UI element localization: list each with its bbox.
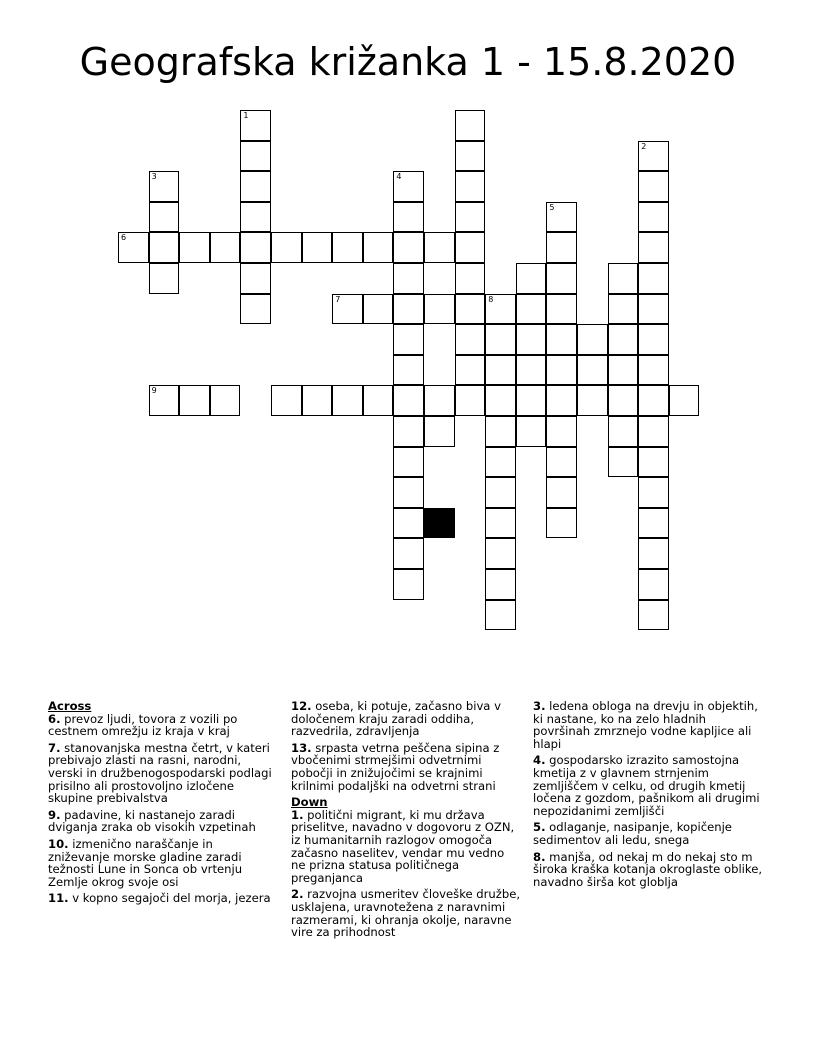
clue-text: ledena obloga na drevju in objektih, ki nastane, ko na zelo hladnih površinah zmrznejo vodne kapljice ali hlapi: [533, 699, 758, 751]
grid-cell[interactable]: [638, 600, 669, 631]
grid-cell[interactable]: [608, 263, 639, 294]
grid-cell[interactable]: [332, 232, 363, 263]
grid-cell[interactable]: [669, 385, 700, 416]
clue-number-label: 9: [151, 386, 157, 396]
clue-number-label: 2: [641, 141, 647, 151]
grid-cell[interactable]: [546, 477, 577, 508]
clue-number: 7.: [48, 740, 61, 755]
grid-cell[interactable]: [638, 202, 669, 233]
grid-cell[interactable]: [455, 171, 486, 202]
grid-cell[interactable]: [393, 477, 424, 508]
grid-cell[interactable]: [240, 263, 271, 294]
grid-cell[interactable]: [424, 232, 455, 263]
grid-cell[interactable]: [608, 385, 639, 416]
clue-down-3: [533, 700, 763, 750]
grid-cell[interactable]: [393, 508, 424, 539]
grid-cell[interactable]: [302, 232, 333, 263]
grid-cell[interactable]: [638, 385, 669, 416]
grid-cell[interactable]: [240, 110, 271, 141]
grid-cell[interactable]: [577, 385, 608, 416]
clue-down-8: [533, 851, 763, 889]
grid-cell[interactable]: [546, 324, 577, 355]
grid-cell[interactable]: [393, 232, 424, 263]
clue-text: odlaganje, nasipanje, kopičenje sedimentov ali ledu, snega: [533, 820, 732, 847]
clue-across-12: [291, 700, 521, 738]
grid-cell[interactable]: [638, 171, 669, 202]
clue-text: razvojna usmeritev človeške družbe, usklajena, uravnotežena z naravnimi razmerami, ki ohranja okolje, naravne vire za prihodnost: [291, 887, 521, 940]
grid-cell[interactable]: [608, 447, 639, 478]
clues-column-1: [48, 700, 278, 909]
grid-cell[interactable]: [179, 385, 210, 416]
grid-cell[interactable]: [455, 294, 486, 325]
clue-number: 13.: [291, 740, 312, 755]
grid-cell[interactable]: [240, 171, 271, 202]
grid-cell[interactable]: [393, 324, 424, 355]
grid-cell[interactable]: [118, 232, 149, 263]
grid-cell[interactable]: [638, 447, 669, 478]
grid-cell[interactable]: [485, 538, 516, 569]
clue-text: izmenično naraščanje in zniževanje morske gladine zaradi težnosti Lune in Sonca ob vrtenju Zemlje okrog svoje osi: [48, 836, 243, 889]
clue-text: padavine, ki nastanejo zaradi dviganja zraka ob visokih vzpetinah: [48, 807, 256, 835]
grid-cell[interactable]: [363, 385, 394, 416]
clue-across-13: [291, 742, 521, 792]
grid-cell[interactable]: [516, 324, 547, 355]
grid-cell[interactable]: [577, 355, 608, 386]
grid-cell[interactable]: [638, 294, 669, 325]
clue-across-9: [48, 809, 278, 834]
grid-cell[interactable]: [638, 355, 669, 386]
clue-down-1: [291, 809, 521, 885]
grid-cell[interactable]: [516, 355, 547, 386]
clue-down-4: [533, 754, 763, 817]
grid-cell[interactable]: [149, 202, 180, 233]
grid-cell[interactable]: [485, 416, 516, 447]
clue-number: 11.: [48, 891, 69, 906]
clue-number-label: 7: [335, 294, 341, 304]
grid-cell[interactable]: [638, 508, 669, 539]
grid-cell[interactable]: [546, 202, 577, 233]
clue-number-label: 1: [243, 111, 249, 120]
clue-across-11: [48, 892, 278, 905]
clue-text: manjša, od nekaj m do nekaj sto m široka kraška kotanja okroglaste oblike, navadno širša kot globlja: [533, 849, 763, 889]
clue-text: oseba, ki potuje, začasno biva v določenem kraju zaradi oddiha, razvedrila, zdravljenja: [291, 699, 501, 739]
grid-cell[interactable]: [302, 385, 333, 416]
clue-text: v kopno segajoči del morja, jezera: [68, 891, 271, 906]
grid-cell[interactable]: [516, 385, 547, 416]
grid-cell[interactable]: [424, 294, 455, 325]
clue-number: 6.: [48, 711, 61, 726]
grid-cell[interactable]: [149, 171, 180, 202]
grid-cell[interactable]: [455, 355, 486, 386]
clue-number: 2.: [291, 887, 304, 902]
grid-cell[interactable]: [455, 202, 486, 233]
clue-number: 4.: [533, 753, 546, 768]
grid-cell[interactable]: [546, 294, 577, 325]
grid-cell[interactable]: [485, 508, 516, 539]
clue-text: prevoz ljudi, tovora z vozili po cestnem omrežju iz kraja v kraj: [48, 711, 238, 739]
clue-text: gospodarsko izrazito samostojna kmetija z v glavnem strnjenim zemljiščem v celku, od drugih kmetij ločena z gozdom, pašnikom ali drugimi nepozidanimi zemljišči: [533, 753, 760, 818]
grid-cell[interactable]: [240, 232, 271, 263]
grid-cell[interactable]: [240, 141, 271, 172]
grid-cell[interactable]: [485, 600, 516, 631]
grid-cell[interactable]: [393, 447, 424, 478]
clue-text: stanovanjska mestna četrt, v kateri prebivajo zlasti na rasni, narodni, verski in družbenogospodarski podlagi prisilno ali prostovoljno izločene skupine prebivalstva: [48, 740, 272, 806]
grid-cell[interactable]: [271, 232, 302, 263]
grid-cell[interactable]: [638, 416, 669, 447]
clue-number-label: 3: [151, 172, 157, 182]
grid-cell[interactable]: [485, 294, 516, 325]
grid-cell[interactable]: [149, 385, 180, 416]
grid-cell[interactable]: [332, 294, 363, 325]
clue-number: 5.: [533, 820, 546, 835]
grid-cell[interactable]: [546, 355, 577, 386]
grid-cell[interactable]: [485, 477, 516, 508]
grid-cell[interactable]: [363, 232, 394, 263]
clue-number-label: 5: [549, 202, 555, 212]
clues-column-3: [533, 700, 763, 892]
grid-block-cell: [424, 508, 455, 539]
grid-cell[interactable]: [546, 447, 577, 478]
clues-column-2: [291, 700, 521, 943]
grid-cell[interactable]: [393, 171, 424, 202]
grid-cell[interactable]: [149, 263, 180, 294]
grid-cell[interactable]: [485, 447, 516, 478]
grid-cell[interactable]: [210, 385, 241, 416]
clue-number: 8.: [533, 849, 546, 864]
grid-cell[interactable]: [455, 263, 486, 294]
clue-number: 9.: [48, 807, 61, 822]
grid-cell[interactable]: [638, 232, 669, 263]
clue-number: 10.: [48, 836, 69, 851]
grid-cell[interactable]: [577, 324, 608, 355]
grid-cell[interactable]: [608, 324, 639, 355]
clue-number-label: 4: [396, 172, 402, 182]
grid-cell[interactable]: [638, 477, 669, 508]
clue-across-6: [48, 713, 278, 738]
grid-cell[interactable]: [455, 232, 486, 263]
clue-number-label: 8: [488, 294, 494, 304]
clue-text: srpasta vetrna peščena sipina z vbočenimi strmejšimi odvetrnimi pobočji in znižujočimi se krajnimi krilnimi podaljški na odvetrni strani: [291, 740, 500, 793]
page-title: Geografska križanka 1 - 15.8.2020: [79, 40, 737, 84]
grid-cell[interactable]: [516, 416, 547, 447]
grid-cell[interactable]: [485, 355, 516, 386]
grid-cell[interactable]: [546, 263, 577, 294]
grid-cell[interactable]: [393, 538, 424, 569]
grid-cell[interactable]: [240, 202, 271, 233]
grid-cell[interactable]: [363, 294, 394, 325]
grid-cell[interactable]: [608, 355, 639, 386]
grid-cell[interactable]: [546, 232, 577, 263]
grid-cell[interactable]: [393, 294, 424, 325]
grid-cell[interactable]: [393, 416, 424, 447]
grid-cell[interactable]: [485, 569, 516, 600]
grid-cell[interactable]: [149, 232, 180, 263]
across-heading: Across: [48, 699, 92, 713]
clue-down-5: [533, 821, 763, 846]
grid-cell[interactable]: [638, 263, 669, 294]
grid-cell[interactable]: [393, 202, 424, 233]
clue-across-7: [48, 742, 278, 805]
grid-cell[interactable]: [638, 538, 669, 569]
grid-cell[interactable]: [638, 569, 669, 600]
grid-cell[interactable]: [393, 569, 424, 600]
grid-cell[interactable]: [455, 110, 486, 141]
grid-cell[interactable]: [332, 385, 363, 416]
grid-cell[interactable]: [240, 294, 271, 325]
grid-cell[interactable]: [393, 355, 424, 386]
clue-down-2: [291, 888, 521, 938]
grid-cell[interactable]: [393, 385, 424, 416]
grid-cell[interactable]: [455, 385, 486, 416]
grid-cell[interactable]: [424, 416, 455, 447]
down-heading: Down: [291, 795, 328, 810]
clue-number: 12.: [291, 699, 312, 713]
grid-cell[interactable]: [546, 508, 577, 539]
grid-cell[interactable]: [485, 385, 516, 416]
grid-cell[interactable]: [424, 385, 455, 416]
grid-cell[interactable]: [210, 232, 241, 263]
grid-cell[interactable]: [638, 324, 669, 355]
grid-cell[interactable]: [546, 385, 577, 416]
grid-cell[interactable]: [485, 324, 516, 355]
grid-cell[interactable]: [393, 263, 424, 294]
clue-number: 1.: [291, 807, 304, 822]
grid-cell[interactable]: [546, 416, 577, 447]
clues-section: [48, 700, 778, 960]
grid-cell[interactable]: [608, 294, 639, 325]
grid-cell[interactable]: [608, 416, 639, 447]
grid-cell[interactable]: [516, 294, 547, 325]
grid-cell[interactable]: [516, 263, 547, 294]
clue-number: 3.: [533, 699, 546, 713]
clue-across-10: [48, 838, 278, 888]
clue-number-label: 6: [121, 233, 127, 243]
grid-cell[interactable]: [455, 324, 486, 355]
grid-cell[interactable]: [271, 385, 302, 416]
grid-cell[interactable]: [638, 141, 669, 172]
clue-text: politični migrant, ki mu država priselitve, navadno v dogovoru z OZN, iz humanitarnih razlogov omogoča začasno naselitev, vendar mu vedno ne prizna statusa političnega preganjanca: [291, 807, 515, 885]
grid-cell[interactable]: [455, 141, 486, 172]
grid-cell[interactable]: [179, 232, 210, 263]
